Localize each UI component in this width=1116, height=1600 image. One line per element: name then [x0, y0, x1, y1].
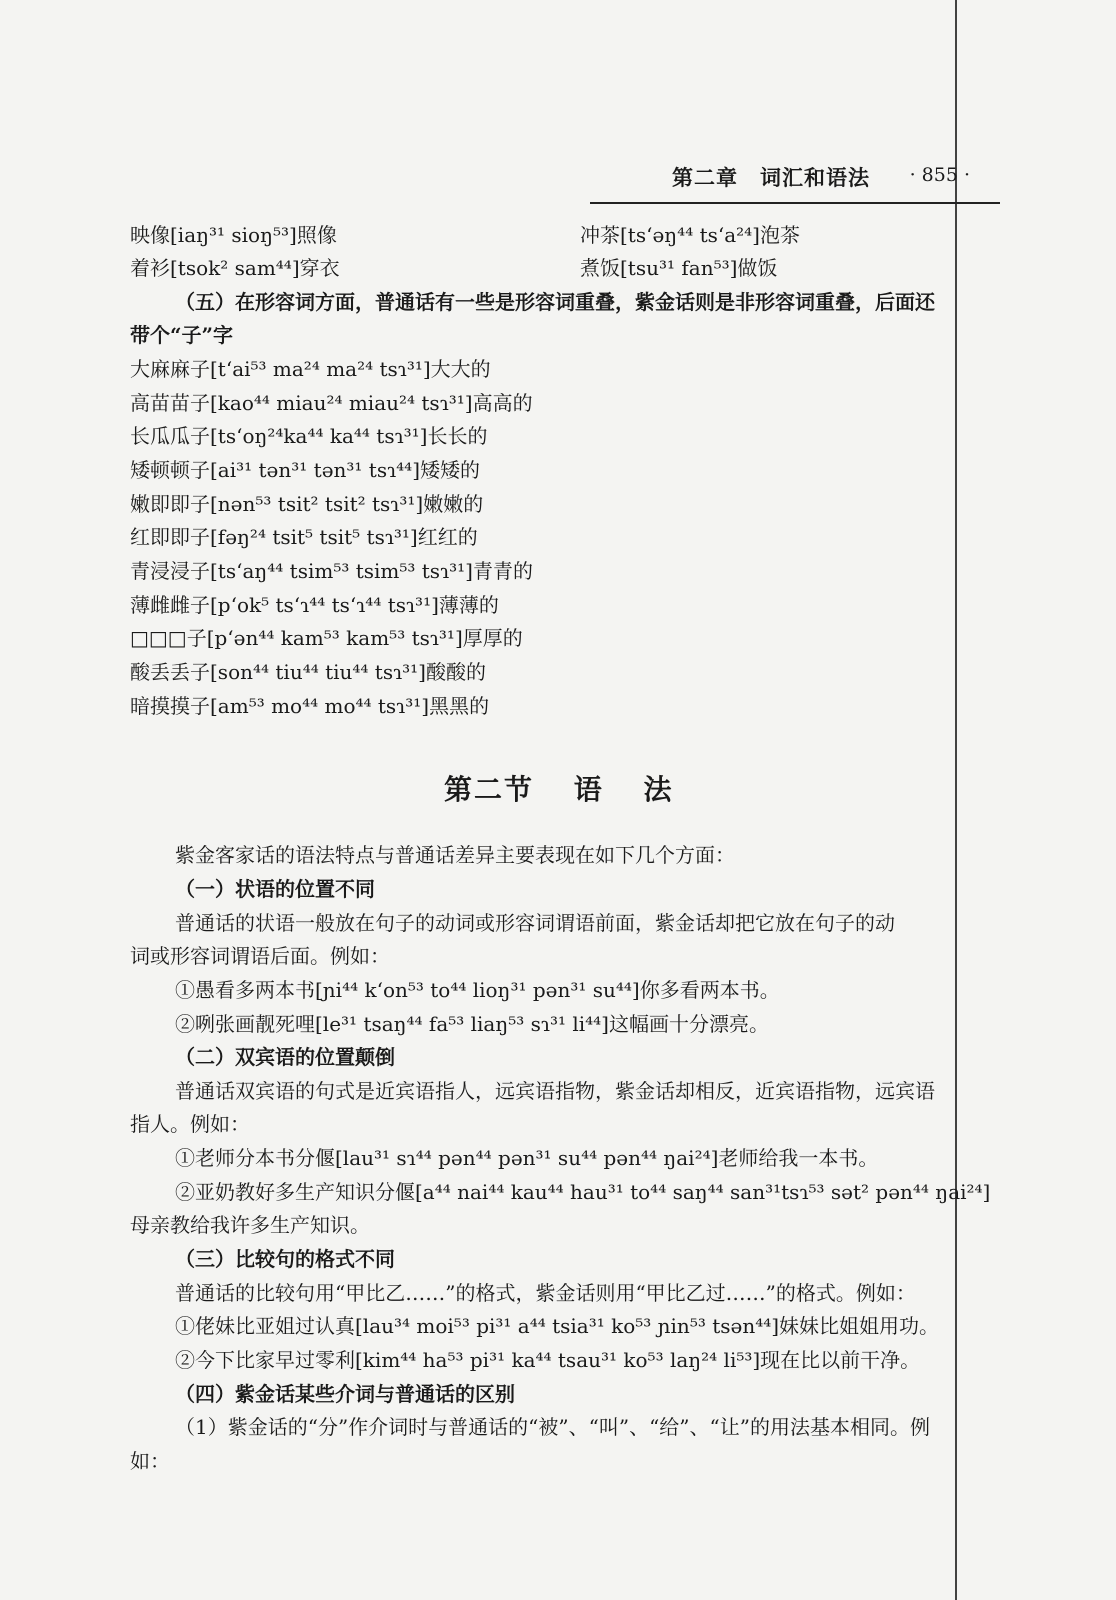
example-line: 嫩即即子[nən⁵³ tsit² tsit² tsɿ³¹]嫩嫩的 — [130, 492, 484, 516]
example-line: 长瓜瓜子[ts‘oŋ²⁴ka⁴⁴ ka⁴⁴ tsɿ³¹]长长的 — [130, 424, 488, 448]
subsection-heading: （四）紫金话某些介词与普通话的区别 — [175, 1382, 515, 1406]
subsection-heading: （三）比较句的格式不同 — [175, 1247, 395, 1271]
section-title: 第二节 语 法 — [444, 773, 674, 806]
running-header — [590, 162, 1000, 204]
example-line-cont: 母亲教给我许多生产知识。 — [130, 1213, 370, 1237]
chapter-title: 第二章 词汇和语法 — [672, 165, 870, 190]
vocab-item: 冲茶[ts‘əŋ⁴⁴ ts‘a²⁴]泡茶 — [580, 223, 800, 247]
paragraph: （1）紫金话的“分”作介词时与普通话的“被”、“叫”、“给”、“让”的用法基本相同。例 — [175, 1415, 930, 1439]
paragraph-cont: 如： — [130, 1449, 170, 1473]
example-line: 酸丢丢子[son⁴⁴ tiu⁴⁴ tiu⁴⁴ tsɿ³¹]酸酸的 — [130, 660, 486, 684]
subsection-heading-cont: 带个“子”字 — [130, 323, 234, 347]
vocab-item: 映像[iaŋ³¹ sioŋ⁵³]照像 — [130, 223, 337, 247]
example-line: 青浸浸子[ts‘aŋ⁴⁴ tsim⁵³ tsim⁵³ tsɿ³¹]青青的 — [130, 559, 533, 583]
paragraph: 普通话双宾语的句式是近宾语指人，远宾语指物，紫金话却相反，近宾语指物，远宾语 — [175, 1079, 935, 1103]
scan-fold-line — [955, 0, 957, 1600]
example-line: ②咧张画靓死哩[le³¹ tsaŋ⁴⁴ fa⁵³ liaŋ⁵³ sɿ³¹ li⁴⁴]这幅画十分漂亮。 — [175, 1012, 769, 1036]
paragraph: 普通话的比较句用“甲比乙……”的格式，紫金话则用“甲比乙过……”的格式。例如： — [175, 1281, 916, 1305]
example-line: ①老师分本书分偃[lau³¹ sɿ⁴⁴ pən⁴⁴ pən³¹ su⁴⁴ pən⁴⁴ ŋai²⁴]老师给我一本书。 — [175, 1146, 879, 1170]
example-line: ①愚看多两本书[ɲi⁴⁴ k‘on⁵³ to⁴⁴ lioŋ³¹ pən³¹ su⁴⁴]你多看两本书。 — [175, 978, 780, 1002]
example-line: 薄雌雌子[p‘ok⁵ ts‘ɿ⁴⁴ ts‘ɿ⁴⁴ tsɿ³¹]薄薄的 — [130, 593, 499, 617]
paragraph-cont: 词或形容词谓语后面。例如： — [130, 944, 390, 968]
example-line: 暗摸摸子[am⁵³ mo⁴⁴ mo⁴⁴ tsɿ³¹]黑黑的 — [130, 694, 490, 718]
example-line: 大麻麻子[t‘ai⁵³ ma²⁴ ma²⁴ tsɿ³¹]大大的 — [130, 357, 491, 381]
subsection-heading: （二）双宾语的位置颠倒 — [175, 1045, 395, 1069]
example-line: ②亚奶教好多生产知识分偃[a⁴⁴ nai⁴⁴ kau⁴⁴ hau³¹ to⁴⁴ saŋ⁴⁴ san³¹tsɿ⁵³ sət² pən⁴⁴ ŋai²⁴] — [175, 1180, 991, 1204]
paragraph: 紫金客家话的语法特点与普通话差异主要表现在如下几个方面： — [175, 843, 735, 867]
example-line: ①佬妹比亚姐过认真[lau³⁴ moi⁵³ pi³¹ a⁴⁴ tsia³¹ ko⁵³ ɲin⁵³ tsən⁴⁴]妹妹比姐姐用功。 — [175, 1314, 940, 1338]
example-line: □□□子[p‘ən⁴⁴ kam⁵³ kam⁵³ tsɿ³¹]厚厚的 — [130, 626, 523, 650]
example-line: 高苗苗子[kao⁴⁴ miau²⁴ miau²⁴ tsɿ³¹]高高的 — [130, 391, 533, 415]
paragraph: 普通话的状语一般放在句子的动词或形容词谓语前面，紫金话却把它放在句子的动 — [175, 911, 895, 935]
paragraph-cont: 指人。例如： — [130, 1112, 250, 1136]
example-line: 红即即子[fəŋ²⁴ tsit⁵ tsit⁵ tsɿ³¹]红红的 — [130, 525, 478, 549]
vocab-item: 着衫[tsok² sam⁴⁴]穿衣 — [130, 256, 340, 280]
example-line: 矮顿顿子[ai³¹ tən³¹ tən³¹ tsɿ⁴⁴]矮矮的 — [130, 458, 480, 482]
example-line: ②今下比家早过零利[kim⁴⁴ ha⁵³ pi³¹ ka⁴⁴ tsau³¹ ko⁵³ laŋ²⁴ li⁵³]现在比以前干净。 — [175, 1348, 921, 1372]
subsection-heading: （五）在形容词方面，普通话有一些是形容词重叠，紫金话则是非形容词重叠，后面还 — [175, 290, 935, 314]
vocab-item: 煮饭[tsu³¹ fan⁵³]做饭 — [580, 256, 778, 280]
subsection-heading: （一）状语的位置不同 — [175, 877, 375, 901]
page-number: · 855 · — [909, 164, 970, 186]
